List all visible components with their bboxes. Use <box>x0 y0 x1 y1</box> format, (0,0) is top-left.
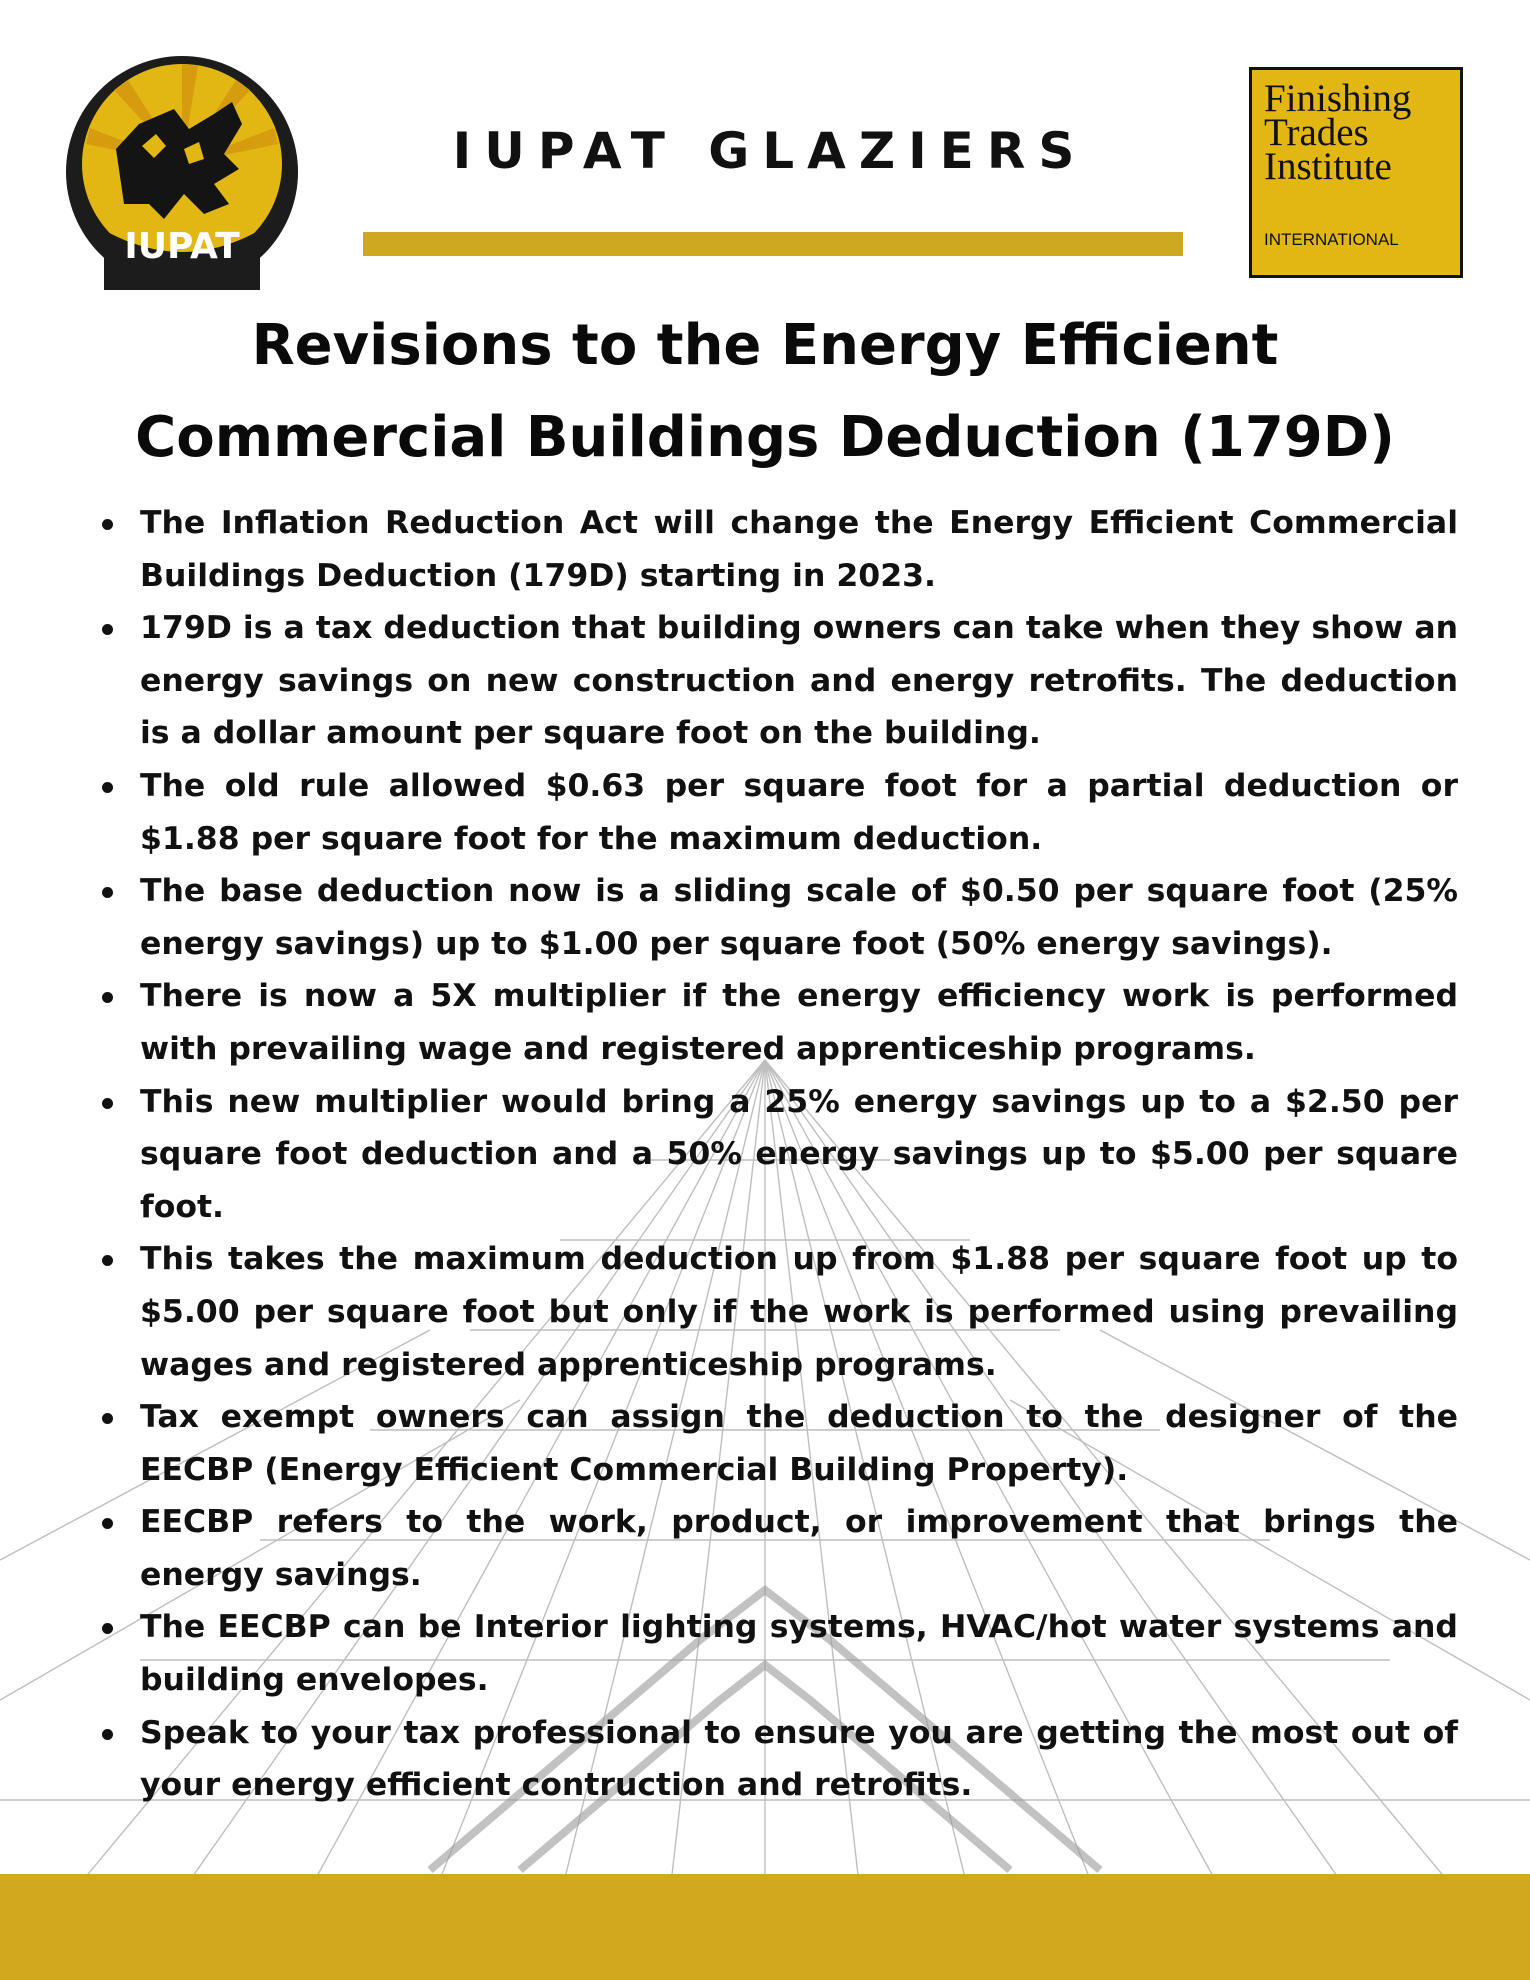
brand-title: IUPAT GLAZIERS <box>452 122 1088 180</box>
bullet-icon <box>102 1729 113 1740</box>
fti-logo-subtitle: INTERNATIONAL <box>1264 230 1399 249</box>
page-title <box>60 300 1470 484</box>
bullet-text: The base deduction now is a sliding scale of $0.50 per square foot (25% energy savings) up to $1.00 per square foot (50% energy savings). <box>140 873 1458 962</box>
list-item <box>95 970 1458 1075</box>
bullet-icon <box>102 1098 113 1109</box>
bullet-text: EECBP refers to the work, product, or improvement that brings the energy savings. <box>140 1504 1458 1593</box>
footer-band <box>0 1874 1530 1980</box>
page-title-line: Commercial Buildings Deduction (179D) <box>135 405 1395 470</box>
list-item <box>95 1707 1458 1812</box>
list-item <box>95 865 1458 970</box>
list-item <box>95 1076 1458 1234</box>
list-item <box>95 602 1458 760</box>
bullet-icon <box>102 887 113 898</box>
bullet-text: This takes the maximum deduction up from $1.88 per square foot up to $5.00 per square foot but only if the work is performed using prevailing wages and registered apprenticeship programs. <box>140 1241 1458 1383</box>
bullet-icon <box>102 1518 113 1529</box>
fti-logo-line: Trades <box>1264 111 1369 154</box>
list-item <box>95 1391 1458 1496</box>
bullet-text: The old rule allowed $0.63 per square foot for a partial deduction or $1.88 per square foot for the maximum deduction. <box>140 767 1458 857</box>
page-title-line: Revisions to the Energy Efficient <box>251 313 1279 378</box>
list-item <box>95 1233 1458 1391</box>
list-item <box>95 497 1458 602</box>
bullet-icon <box>102 992 113 1003</box>
bullet-icon <box>102 1413 113 1424</box>
iupat-logo-text: IUPAT <box>124 226 240 267</box>
bullet-icon <box>102 1255 113 1266</box>
bullet-icon <box>102 624 113 635</box>
bullet-text: There is now a 5X multiplier if the energy efficiency work is performed with prevailing wage and registered apprenticeship programs. <box>140 978 1458 1067</box>
bullet-icon <box>102 519 113 530</box>
list-item <box>95 1601 1458 1706</box>
fti-logo-line: Institute <box>1264 145 1392 188</box>
bullet-text: The Inflation Reduction Act will change the Energy Efficient Commercial Buildings Deduction (179D) starting in 2023. <box>140 505 1458 594</box>
finishing-trades-institute-logo <box>1249 67 1463 278</box>
bullet-text: The EECBP can be Interior lighting systems, HVAC/hot water systems and building envelopes. <box>140 1609 1458 1699</box>
bullet-text: Tax exempt owners can assign the deduction to the designer of the EECBP (Energy Efficient Commercial Building Property). <box>140 1399 1458 1488</box>
gold-divider <box>363 232 1183 256</box>
bullet-list <box>95 497 1458 1812</box>
list-item <box>95 760 1458 865</box>
bullet-text: 179D is a tax deduction that building owners can take when they show an energy savings on new construction and energy retrofits. The deduction is a dollar amount per square foot on the building. <box>140 610 1458 752</box>
bullet-icon <box>102 1623 113 1634</box>
fti-logo-line: Finishing <box>1264 77 1412 120</box>
bullet-icon <box>102 782 113 793</box>
iupat-logo <box>64 54 300 290</box>
list-item <box>95 1496 1458 1601</box>
iupat-lion-logo-icon <box>64 54 300 290</box>
bullet-text: Speak to your tax professional to ensure you are getting the most out of your energy efficient contruction and retrofits. <box>140 1714 1458 1804</box>
bullet-text: This new multiplier would bring a 25% energy savings up to a $2.50 per square foot deduction and a 50% energy savings up to $5.00 per square foot. <box>140 1083 1458 1225</box>
